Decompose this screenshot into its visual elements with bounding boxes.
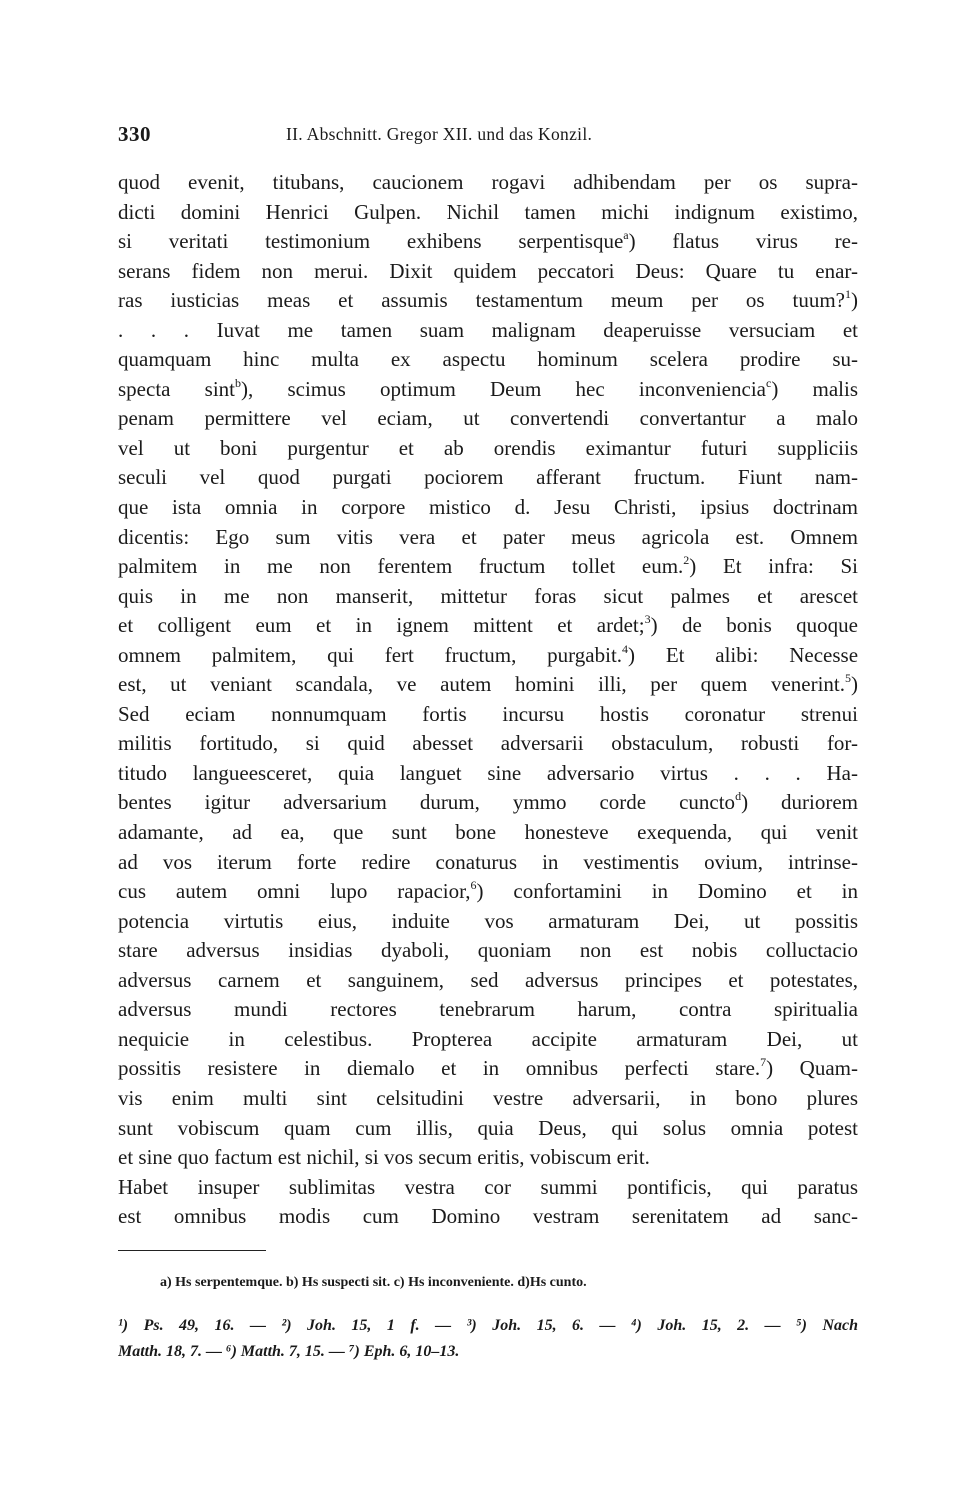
main-text [118, 168, 858, 1232]
text-line: adversus mundi rectores tenebrarum harum, contra spiritualia [118, 997, 858, 1022]
text-line: quod evenit, titubans, caucionem rogavi adhibendam per os supra- [118, 170, 858, 194]
text-line: sunt vobiscum quam cum illis, quia Deus, qui solus omnia potest [118, 1115, 858, 1140]
citation-line: Matth. 18, 7. — ⁶) Matth. 7, 15. — ⁷) Eph. 6, 10–13. [118, 1343, 460, 1360]
textual-variants-footnote: a) Hs serpentemque. b) Hs suspecti sit. c) Hs inconveniente. d)Hs cunto. [160, 1275, 587, 1290]
footnote-divider [118, 1250, 266, 1251]
text-line: nequicie in celestibus. Propterea accipite armaturam Dei, ut [118, 1026, 858, 1051]
page-header [118, 122, 858, 152]
text-line: cus autem omni lupo rapacior,$^6$) confortamini in Domino et in [118, 878, 858, 904]
citation-line: ¹) Ps. 49, 16. — ²) Joh. 15, 1 f. — ³) Joh. 15, 6. — ⁴) Joh. 15, 2. — ⁵) Nach [118, 1317, 858, 1334]
text-line: specta sint$^b$), scimus optimum Deum hec inconveniencia$^c$) malis [118, 375, 858, 401]
text-line: et sine quo factum est nichil, si vos secum eritis, vobiscum erit. [118, 1145, 650, 1170]
text-line: si veritati testimonium exhibens serpentisque$^a$) flatus virus re- [118, 228, 858, 254]
text-line: militis fortitudo, si quid abesset adversarii obstaculum, robusti for- [118, 731, 858, 756]
page-number: 330 [118, 122, 151, 146]
text-line: dicentis: Ego sum vitis vera et pater meus agricola est. Omnem [118, 524, 858, 549]
text-line: bentes igitur adversarium durum, ymmo corde cuncto$^d$) duriorem [118, 789, 858, 815]
text-line: dicti domini Henrici Gulpen. Nichil tamen michi indignum existimo, [118, 199, 858, 224]
text-line: titudo langueesceret, quia languet sine adversario virtus . . . Ha- [118, 760, 858, 785]
text-line: seculi vel quod purgati pociorem afferant fructum. Fiunt nam- [118, 465, 858, 490]
running-title: II. Abschnitt. Gregor XII. und das Konzil. [286, 124, 593, 144]
text-line: adversus carnem et sanguinem, sed adversus principes et potestates, [118, 967, 858, 992]
text-line: adamante, ad ea, que sunt bone honesteve exequenda, qui venit [118, 820, 858, 845]
text-line: que ista omnia in corpore mistico d. Jesu Christi, ipsius doctrinam [118, 495, 858, 520]
text-line: et colligent eum et in ignem mittent et ardet;$^3$) de bonis quoque [118, 612, 858, 638]
citation-footnotes [118, 1313, 858, 1365]
text-line: penam permittere vel eciam, ut convertendi convertantur a malo [118, 406, 858, 431]
text-line: Habet insuper sublimitas vestra cor summi pontificis, qui paratus [118, 1174, 858, 1199]
text-line: est, ut veniant scandala, ve autem homini illi, per quem venerint.$^5$) [118, 671, 858, 697]
text-line: possitis resistere in diemalo et in omnibus perfecti stare.$^7$) Quam- [118, 1055, 858, 1081]
text-line: omnem palmitem, qui fert fructum, purgabit.$^4$) Et alibi: Necesse [118, 641, 858, 667]
text-line: ras iusticias meas et assumis testamentum meum per os tuum?$^1$) [118, 287, 858, 313]
text-line: . . . Iuvat me tamen suam malignam deaperuisse versuciam et [118, 317, 858, 342]
text-line: Sed eciam nonnumquam fortis incursu hostis coronatur strenui [118, 701, 858, 726]
text-line: stare adversus insidias dyaboli, quoniam non est nobis colluctacio [118, 938, 858, 963]
text-line: vel ut boni purgentur et ab orendis eximantur futuri suppliciis [118, 435, 858, 460]
text-line: quis in me non manserit, mittetur foras sicut palmes et arescet [118, 583, 858, 608]
text-line: palmitem in me non ferentem fructum tollet eum.$^2$) Et infra: Si [118, 553, 858, 579]
text-line: potencia virtutis eius, induite vos armaturam Dei, ut possitis [118, 908, 858, 933]
text-line: quamquam hinc multa ex aspectu hominum scelera prodire su- [118, 347, 858, 372]
text-line: serans fidem non merui. Dixit quidem peccatori Deus: Quare tu enar- [118, 258, 858, 283]
text-line: est omnibus modis cum Domino vestram serenitatem ad sanc- [118, 1204, 858, 1229]
text-line: vis enim multi sint celsitudini vestre adversarii, in bono plures [118, 1085, 858, 1110]
text-line: ad vos iterum forte redire conaturus in vestimentis ovium, intrinse- [118, 849, 858, 874]
